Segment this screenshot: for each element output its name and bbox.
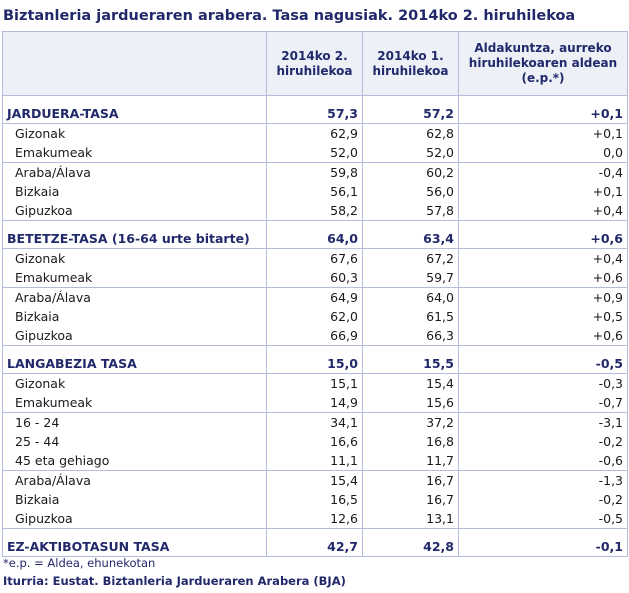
row-label: Gipuzkoa (3, 509, 267, 529)
data-table (2, 31, 628, 557)
value-previous-quarter: 13,1 (363, 509, 459, 529)
value-current-quarter: 11,1 (267, 451, 363, 471)
value-current-quarter: 42,7 (267, 537, 363, 557)
table-row (3, 374, 628, 394)
row-label: Bizkaia (3, 182, 267, 201)
spacer-cell (363, 346, 459, 355)
row-label: JARDUERA-TASA (3, 104, 267, 124)
row-label: Araba/Álava (3, 288, 267, 308)
row-label: Gipuzkoa (3, 326, 267, 346)
row-label: LANGABEZIA TASA (3, 354, 267, 374)
value-previous-quarter: 11,7 (363, 451, 459, 471)
table-row (3, 249, 628, 269)
table-row (3, 432, 628, 451)
spacer-cell (363, 96, 459, 105)
row-label: Bizkaia (3, 490, 267, 509)
table-row-main (3, 104, 628, 124)
value-previous-quarter: 62,8 (363, 124, 459, 144)
value-current-quarter: 58,2 (267, 201, 363, 221)
value-current-quarter: 62,0 (267, 307, 363, 326)
spacer-cell (459, 346, 628, 355)
value-current-quarter: 15,0 (267, 354, 363, 374)
table-row (3, 471, 628, 491)
spacer-row (3, 221, 628, 230)
table-row (3, 326, 628, 346)
value-previous-quarter: 56,0 (363, 182, 459, 201)
spacer-cell (459, 96, 628, 105)
row-label: BETETZE-TASA (16-64 urte bitarte) (3, 229, 267, 249)
row-label: 16 - 24 (3, 413, 267, 433)
value-current-quarter: 56,1 (267, 182, 363, 201)
table-row (3, 124, 628, 144)
value-current-quarter: 52,0 (267, 143, 363, 163)
value-previous-quarter: 42,8 (363, 537, 459, 557)
spacer-cell (267, 221, 363, 230)
value-current-quarter: 64,0 (267, 229, 363, 249)
value-previous-quarter: 57,2 (363, 104, 459, 124)
row-label: Gipuzkoa (3, 201, 267, 221)
value-current-quarter: 64,9 (267, 288, 363, 308)
value-change: -0,5 (459, 354, 628, 374)
spacer-cell (267, 96, 363, 105)
value-current-quarter: 16,6 (267, 432, 363, 451)
value-change: -0,4 (459, 163, 628, 183)
value-change: -1,3 (459, 471, 628, 491)
row-label: 25 - 44 (3, 432, 267, 451)
value-current-quarter: 67,6 (267, 249, 363, 269)
row-label: Gizonak (3, 124, 267, 144)
row-label: Emakumeak (3, 268, 267, 288)
value-change: -0,3 (459, 374, 628, 394)
value-previous-quarter: 15,5 (363, 354, 459, 374)
value-change: +0,6 (459, 326, 628, 346)
table-row (3, 393, 628, 413)
spacer-cell (459, 529, 628, 538)
value-change: +0,4 (459, 201, 628, 221)
value-previous-quarter: 52,0 (363, 143, 459, 163)
spacer-cell (3, 529, 267, 538)
value-current-quarter: 16,5 (267, 490, 363, 509)
spacer-row (3, 529, 628, 538)
table-row (3, 182, 628, 201)
value-current-quarter: 34,1 (267, 413, 363, 433)
table-row (3, 268, 628, 288)
header-change: Aldakuntza, aurreko hiruhilekoaren aldean (e.p.*) (459, 32, 628, 96)
value-previous-quarter: 60,2 (363, 163, 459, 183)
value-previous-quarter: 59,7 (363, 268, 459, 288)
value-change: -0,2 (459, 432, 628, 451)
spacer-cell (363, 221, 459, 230)
value-previous-quarter: 15,6 (363, 393, 459, 413)
value-previous-quarter: 64,0 (363, 288, 459, 308)
table-row (3, 490, 628, 509)
footnote: *e.p. = Aldea, ehunekotan (3, 556, 156, 570)
row-label: Gizonak (3, 249, 267, 269)
spacer-cell (363, 529, 459, 538)
value-previous-quarter: 15,4 (363, 374, 459, 394)
table-row (3, 201, 628, 221)
spacer-row (3, 96, 628, 105)
row-label: Emakumeak (3, 143, 267, 163)
table-row-main (3, 229, 628, 249)
row-label: 45 eta gehiago (3, 451, 267, 471)
value-previous-quarter: 16,7 (363, 490, 459, 509)
header-label-column (3, 32, 267, 96)
value-change: 0,0 (459, 143, 628, 163)
value-change: -0,2 (459, 490, 628, 509)
value-change: +0,9 (459, 288, 628, 308)
table-row (3, 143, 628, 163)
header-previous-quarter: 2014ko 1. hiruhilekoa (363, 32, 459, 96)
value-current-quarter: 15,1 (267, 374, 363, 394)
value-change: -0,7 (459, 393, 628, 413)
value-current-quarter: 59,8 (267, 163, 363, 183)
value-previous-quarter: 67,2 (363, 249, 459, 269)
spacer-cell (3, 96, 267, 105)
value-change: -0,1 (459, 537, 628, 557)
header-current-quarter: 2014ko 2. hiruhilekoa (267, 32, 363, 96)
value-current-quarter: 66,9 (267, 326, 363, 346)
spacer-cell (3, 346, 267, 355)
table-body (3, 96, 628, 557)
value-previous-quarter: 63,4 (363, 229, 459, 249)
table-title: Biztanleria jardueraren arabera. Tasa nagusiak. 2014ko 2. hiruhilekoa (3, 8, 576, 24)
value-change: +0,1 (459, 104, 628, 124)
spacer-cell (267, 529, 363, 538)
value-previous-quarter: 37,2 (363, 413, 459, 433)
row-label: Araba/Álava (3, 471, 267, 491)
source-note: Iturria: Eustat. Biztanleria Jardueraren Arabera (BJA) (3, 574, 346, 588)
value-change: -0,5 (459, 509, 628, 529)
value-previous-quarter: 61,5 (363, 307, 459, 326)
row-label: EZ-AKTIBOTASUN TASA (3, 537, 267, 557)
value-change: -0,6 (459, 451, 628, 471)
value-change: +0,1 (459, 182, 628, 201)
value-previous-quarter: 57,8 (363, 201, 459, 221)
row-label: Bizkaia (3, 307, 267, 326)
spacer-cell (3, 221, 267, 230)
table-row (3, 307, 628, 326)
value-change: +0,6 (459, 268, 628, 288)
table-row-main (3, 537, 628, 557)
table-row (3, 288, 628, 308)
table-row-main (3, 354, 628, 374)
value-change: +0,6 (459, 229, 628, 249)
table-row (3, 509, 628, 529)
value-current-quarter: 12,6 (267, 509, 363, 529)
spacer-cell (459, 221, 628, 230)
spacer-cell (267, 346, 363, 355)
value-change: +0,1 (459, 124, 628, 144)
table-row (3, 163, 628, 183)
value-previous-quarter: 66,3 (363, 326, 459, 346)
row-label: Araba/Álava (3, 163, 267, 183)
value-current-quarter: 15,4 (267, 471, 363, 491)
table-row (3, 451, 628, 471)
value-current-quarter: 60,3 (267, 268, 363, 288)
value-change: -3,1 (459, 413, 628, 433)
value-previous-quarter: 16,8 (363, 432, 459, 451)
value-current-quarter: 57,3 (267, 104, 363, 124)
row-label: Gizonak (3, 374, 267, 394)
value-current-quarter: 14,9 (267, 393, 363, 413)
table-row (3, 413, 628, 433)
row-label: Emakumeak (3, 393, 267, 413)
value-change: +0,5 (459, 307, 628, 326)
header-row (3, 32, 628, 96)
value-previous-quarter: 16,7 (363, 471, 459, 491)
spacer-row (3, 346, 628, 355)
value-current-quarter: 62,9 (267, 124, 363, 144)
value-change: +0,4 (459, 249, 628, 269)
